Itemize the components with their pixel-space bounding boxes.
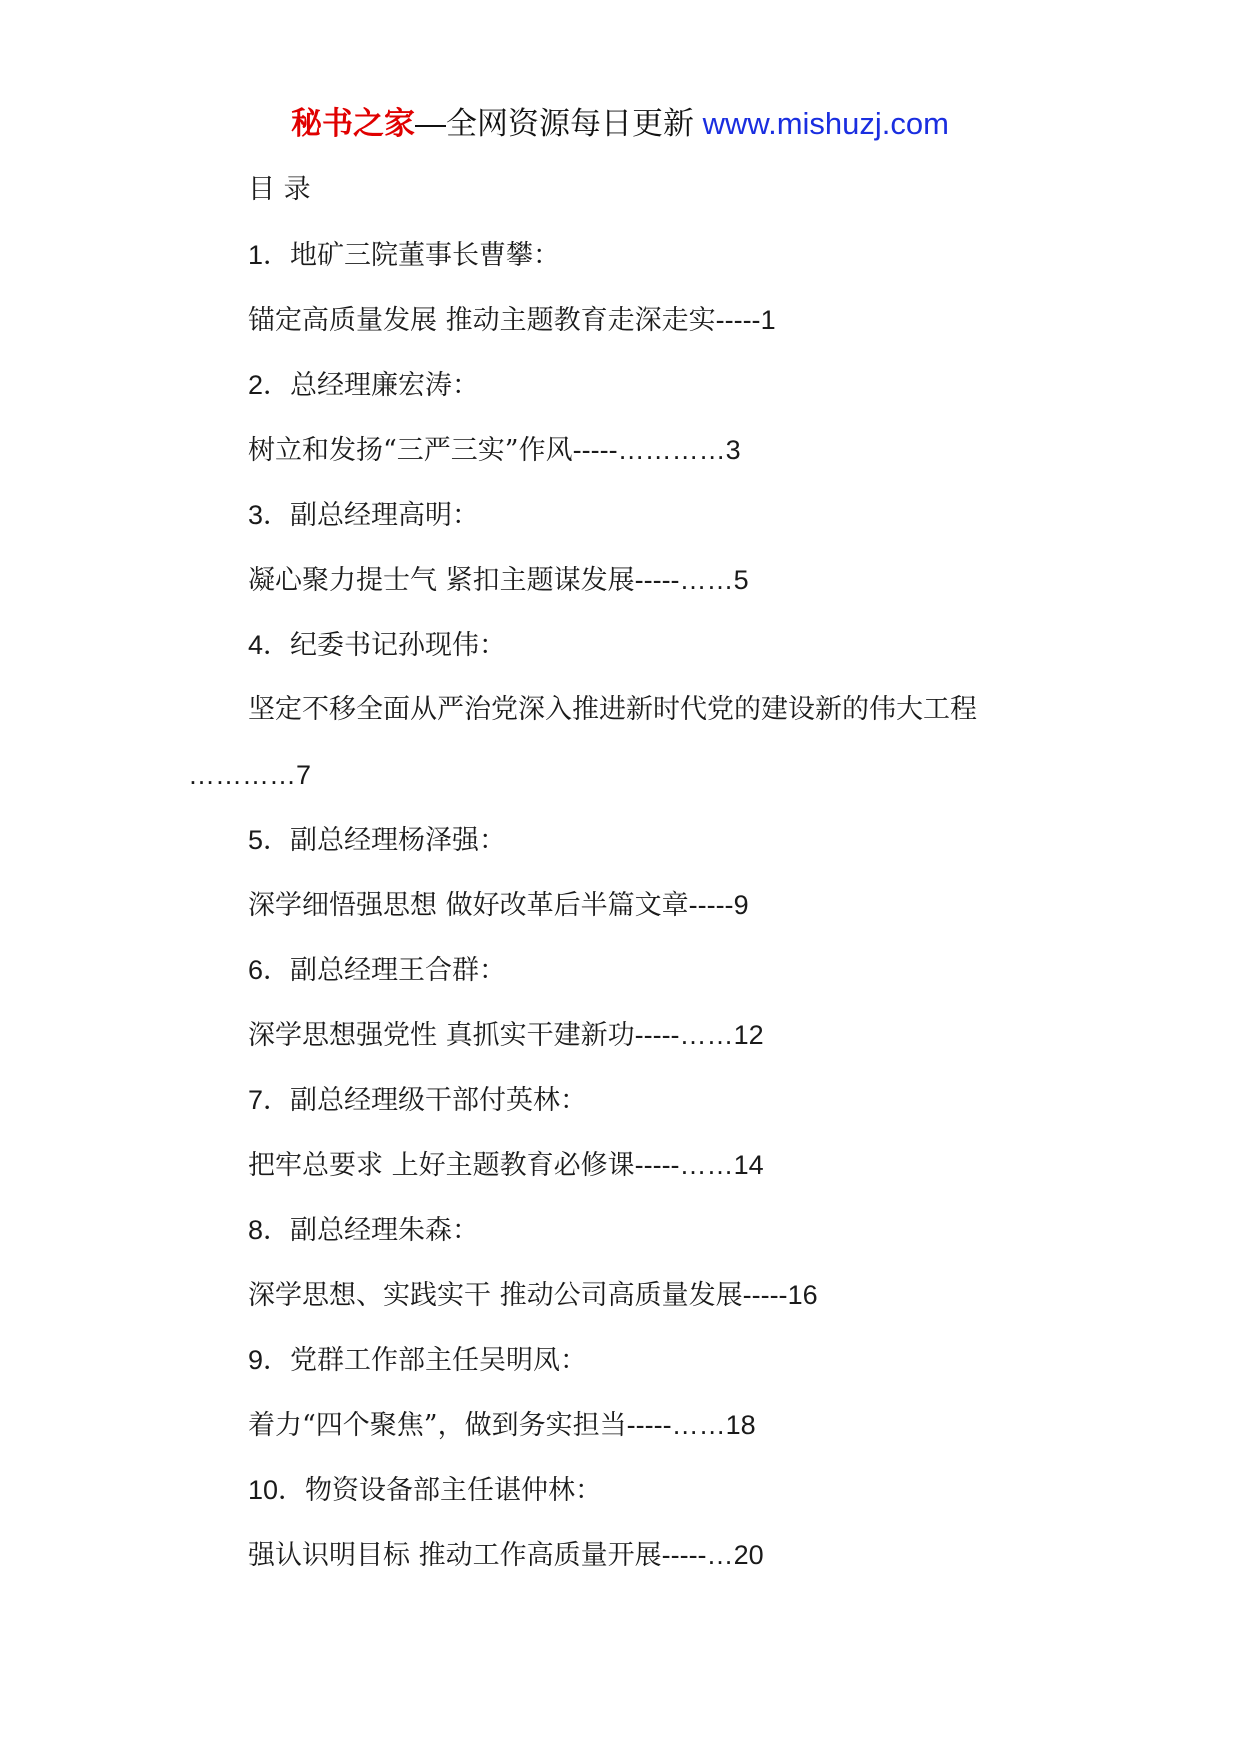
toc-entry-article[interactable] — [248, 1535, 764, 1576]
header-slogan: —全网资源每日更新 — [415, 106, 703, 141]
toc-entry-author — [248, 625, 506, 666]
toc-entry-article[interactable] — [248, 885, 749, 926]
toc-entry-article[interactable] — [248, 1275, 818, 1316]
toc-entry-number: 3． — [248, 500, 291, 530]
dot-leader: -----…… — [626, 1410, 726, 1440]
author-name: 副总经理杨泽强： — [290, 825, 507, 856]
toc-entry-number: 1． — [248, 240, 291, 270]
toc-entry-number: 10． — [248, 1475, 306, 1505]
page-number: 9 — [733, 890, 749, 920]
author-name: 副总经理级干部付英林： — [290, 1085, 588, 1116]
article-title: 强认识明目标 推动工作高质量开展 — [248, 1540, 662, 1571]
toc-entry-author — [248, 1340, 587, 1381]
toc-entry-article[interactable] — [248, 1015, 764, 1056]
author-name: 物资设备部主任谌仲林： — [305, 1475, 603, 1506]
author-name: 地矿三院董事长曹攀： — [290, 240, 561, 271]
toc-entry-number: 5． — [248, 825, 291, 855]
page-number: 14 — [733, 1150, 764, 1180]
page-number: 3 — [725, 435, 741, 465]
article-title: 锚定高质量发展 推动主题教育走深走实 — [248, 305, 716, 336]
page-number: 7 — [296, 760, 312, 790]
author-name: 副总经理王合群： — [290, 955, 507, 986]
site-url[interactable]: www.mishuzj.com — [702, 106, 949, 141]
toc-entry-article[interactable] — [248, 430, 741, 471]
toc-entry-number: 2． — [248, 370, 291, 400]
page-number: 1 — [760, 305, 776, 335]
article-title: 坚定不移全面从严治党深入推进新时代党的建设新的伟大工程 — [248, 694, 977, 725]
author-name: 总经理廉宏涛： — [290, 370, 480, 401]
article-title: 深学细悟强思想 做好改革后半篇文章 — [248, 890, 689, 921]
page-number: 16 — [787, 1280, 818, 1310]
toc-entry-author — [248, 495, 479, 536]
page-number: 20 — [733, 1540, 764, 1570]
dot-leader: -----…… — [634, 565, 734, 595]
toc-entry-article[interactable] — [248, 1405, 756, 1446]
dot-leader: -----…… — [634, 1020, 734, 1050]
toc-entry-article[interactable] — [248, 690, 977, 730]
author-name: 副总经理朱森： — [290, 1215, 480, 1246]
toc-entry-author — [248, 235, 560, 276]
toc-entry-number: 4． — [248, 630, 291, 660]
toc-entry-author — [248, 365, 479, 406]
dot-leader: -----…… — [634, 1150, 734, 1180]
toc-entry-author — [248, 1470, 602, 1511]
dot-leader: -----… — [661, 1540, 734, 1570]
toc-entry-article[interactable] — [248, 300, 776, 341]
article-title: 把牢总要求 上好主题教育必修课 — [248, 1150, 635, 1181]
dot-leader: ----- — [688, 890, 734, 920]
toc-entry-continuation[interactable] — [188, 755, 311, 796]
article-title: 凝心聚力提士气 紧扣主题谋发展 — [248, 565, 635, 596]
dot-leader: -----………… — [572, 435, 726, 465]
toc-entry-number: 8． — [248, 1215, 291, 1245]
dot-leader: ----- — [715, 305, 761, 335]
toc-entry-author — [248, 950, 506, 991]
article-title: 深学思想强党性 真抓实干建新功 — [248, 1020, 635, 1051]
article-title: 深学思想、实践实干 推动公司高质量发展 — [248, 1280, 743, 1311]
author-name: 纪委书记孙现伟： — [290, 630, 507, 661]
toc-entry-number: 9． — [248, 1345, 291, 1375]
toc-entry-author — [248, 1080, 587, 1121]
brand-name: 秘书之家 — [291, 106, 416, 141]
toc-title: 目 录 — [248, 174, 311, 205]
toc-entry-author — [248, 820, 506, 861]
toc-entry-number: 6． — [248, 955, 291, 985]
article-title: 树立和发扬“三严三实”作风 — [248, 435, 573, 466]
dot-leader: ………… — [188, 760, 296, 790]
toc-entry-number: 7． — [248, 1085, 291, 1115]
dot-leader: ----- — [742, 1280, 788, 1310]
author-name: 党群工作部主任吴明凤： — [290, 1345, 588, 1376]
page-number: 12 — [733, 1020, 764, 1050]
toc-entry-author — [248, 1210, 479, 1251]
toc-entry-article[interactable] — [248, 1145, 764, 1186]
author-name: 副总经理高明： — [290, 500, 480, 531]
page-number: 18 — [725, 1410, 756, 1440]
toc-entry-article[interactable] — [248, 560, 749, 601]
page-number: 5 — [733, 565, 749, 595]
article-title: 着力“四个聚焦”，做到务实担当 — [248, 1410, 627, 1441]
